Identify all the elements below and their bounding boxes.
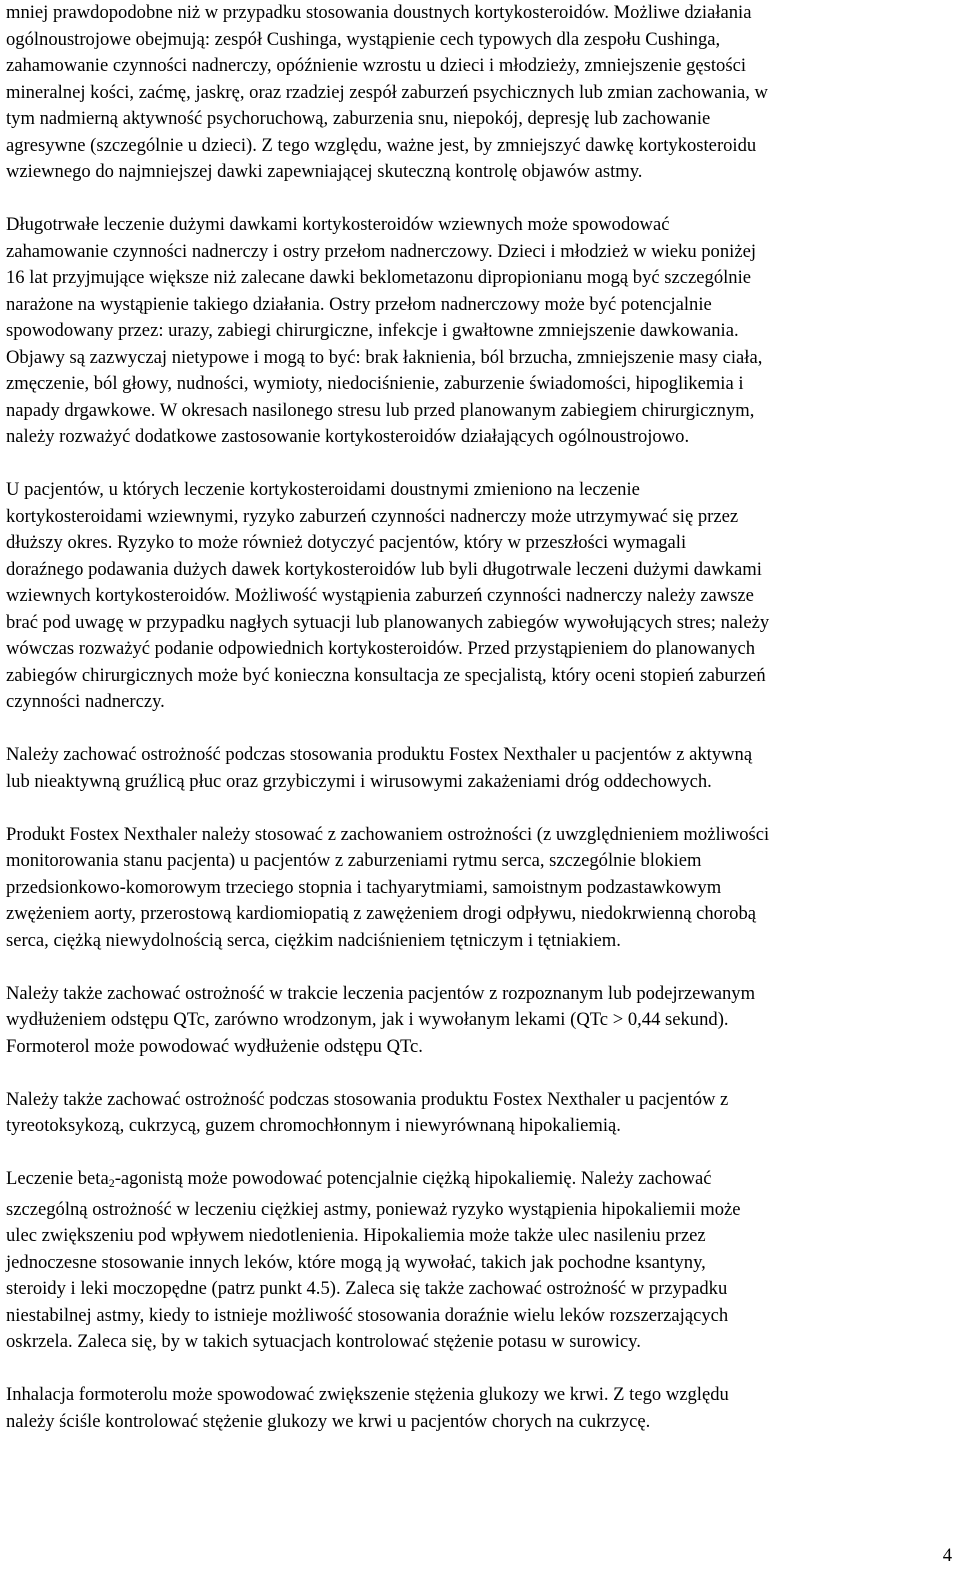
- paragraph-tuberculosis: [6, 742, 954, 795]
- text-line: Produkt Fostex Nexthaler należy stosować z zachowaniem ostrożności (z uwzględnieniem możliwości: [6, 823, 770, 845]
- text-line: tyreotoksykozą, cukrzycą, guzem chromochłonnym i niewyrównaną hipokaliemią.: [6, 1115, 621, 1136]
- text-line: wziewnego do najmniejszej dawki zapewniającej skuteczną kontrolę objawów astmy.: [6, 161, 643, 182]
- text-line: U pacjentów, u których leczenie kortykosteroidami doustnymi zmieniono na leczenie: [6, 479, 640, 500]
- text-line: szczególną ostrożność w leczeniu ciężkiej astmy, ponieważ ryzyko wystąpienia hipokaliemii może: [6, 1198, 741, 1220]
- paragraph-qtc-prolongation: [6, 981, 954, 1061]
- text-line: Inhalacja formoterolu może spowodować zwiększenie stężenia glukozy we krwi. Z tego względu: [6, 1384, 729, 1405]
- paragraph-systemic-effects: [6, 0, 954, 186]
- text-line: wydłużeniem odstępu QTc, zarówno wrodzonym, jak i wywołanym lekami (QTc > 0,44 sekund).: [6, 1009, 729, 1030]
- text-line: czynności nadnerczy.: [6, 691, 165, 712]
- paragraph-hypokalemia: [6, 1166, 954, 1356]
- text-segment: Leczenie beta: [6, 1168, 109, 1189]
- text-line: Długotrwałe leczenie dużymi dawkami kortykosteroidów wziewnych może spowodować: [6, 214, 670, 235]
- text-line: Należy także zachować ostrożność w trakcie leczenia pacjentów z rozpoznanym lub podejrzewanym: [6, 982, 756, 1004]
- text-line: monitorowania stanu pacjenta) u pacjentów z zaburzeniami rytmu serca, szczególnie blokiem: [6, 850, 702, 871]
- text-line: należy rozważyć dodatkowe zastosowanie kortykosteroidów działających ogólnoustrojowo.: [6, 426, 690, 447]
- text-line: wówczas rozważyć podanie odpowiednich kortykosteroidów. Przed przystąpieniem do planowanych: [6, 638, 756, 659]
- text-line: zabiegów chirurgicznych może być konieczna konsultacja ze specjalistą, który oceni stopień zaburzeń: [6, 664, 766, 686]
- text-line: Należy także zachować ostrożność podczas stosowania produktu Fostex Nexthaler u pacjentów z: [6, 1088, 729, 1110]
- text-line: brać pod uwagę w przypadku nagłych sytuacji lub planowanych zabiegów wywołujących stres; należy: [6, 611, 770, 633]
- paragraph-adrenal-crisis: [6, 212, 954, 451]
- page-number: 4: [942, 1545, 952, 1566]
- text-line: zahamowanie czynności nadnerczy i ostry przełom nadnerczowy. Dzieci i młodzież w wieku poniżej: [6, 240, 756, 262]
- text-line: niestabilnej astmy, kiedy to istnieje możliwość stosowania doraźnie wielu leków rozszerzających: [6, 1304, 729, 1326]
- document-page: [6, 0, 954, 1462]
- text-line: doraźnego podawania dużych dawek kortykosteroidów lub byli długotrwale leczeni dużymi dawkami: [6, 558, 762, 580]
- text-line: mniej prawdopodobne niż w przypadku stosowania doustnych kortykosteroidów. Możliwe działania: [6, 2, 752, 23]
- text-line: należy ściśle kontrolować stężenie glukozy we krwi u pacjentów chorych na cukrzycę.: [6, 1410, 651, 1432]
- text-line: zwężeniem aorty, przerostową kardiomiopatią z zawężeniem drogi odpływu, niedokrwienną chorobą: [6, 903, 756, 924]
- text-line: agresywne (szczególnie u dzieci). Z tego względu, ważne jest, by zmniejszyć dawkę kortykosteroidu: [6, 134, 757, 156]
- text-segment: -agonistą może powodować potencjalnie ciężką hipokaliemię. Należy zachować: [114, 1168, 712, 1189]
- paragraph-glucose: [6, 1382, 954, 1435]
- text-line: tym nadmierną aktywność psychoruchową, zaburzenia snu, niepokój, depresję lub zachowanie: [6, 108, 711, 129]
- text-line: jednoczesne stosowanie innych leków, które mogą ją wywołać, takich jak pochodne ksantyny,: [6, 1251, 706, 1273]
- text-line: 16 lat przyjmujące większe niż zalecane dawki beklometazonu dipropionianu mogą być szczególnie: [6, 267, 752, 288]
- text-line: wziewnych kortykosteroidów. Możliwość wystąpienia zaburzeń czynności nadnerczy należy zawsze: [6, 585, 754, 606]
- text-line: oskrzela. Zaleca się, by w takich sytuacjach kontrolować stężenie potasu w surowicy.: [6, 1331, 641, 1352]
- text-line: spowodowany przez: urazy, zabiegi chirurgiczne, infekcje i gwałtowne zmniejszenie dawkowania.: [6, 320, 739, 341]
- text-line: mineralnej kości, zaćmę, jaskrę, oraz rzadziej zespół zaburzeń psychicznych lub zmian zachowania, w: [6, 81, 768, 103]
- text-line: napady drgawkowe. W okresach nasilonego stresu lub przed planowanym zabiegiem chirurgicznym,: [6, 399, 755, 421]
- text-line-with-subscript: [6, 1166, 954, 1197]
- paragraph-oral-to-inhaled-switch: [6, 477, 954, 716]
- text-line: Należy zachować ostrożność podczas stosowania produktu Fostex Nexthaler u pacjentów z aktywną: [6, 744, 753, 765]
- text-line: dłuższy okres. Ryzyko to może również dotyczyć pacjentów, który w przeszłości wymagali: [6, 532, 687, 553]
- text-line: lub nieaktywną gruźlicą płuc oraz grzybiczymi i wirusowymi zakażeniami dróg oddechowych.: [6, 770, 712, 792]
- text-line: zmęczenie, ból głowy, nudności, wymioty, niedociśnienie, zaburzenie świadomości, hipoglikemia i: [6, 373, 744, 394]
- text-line: steroidy i leki moczopędne (patrz punkt 4.5). Zaleca się także zachować ostrożność w przypadku: [6, 1278, 728, 1299]
- text-line: zahamowanie czynności nadnerczy, opóźnienie wzrostu u dzieci i młodzieży, zmniejszenie gęstości: [6, 55, 747, 76]
- subscript: 2: [108, 1176, 115, 1190]
- text-line: narażone na wystąpienie takiego działania. Ostry przełom nadnerczowy może być potencjalnie: [6, 293, 712, 315]
- text-line: przedsionkowo-komorowym trzeciego stopnia i tachyarytmiami, samoistnym podzastawkowym: [6, 876, 722, 898]
- paragraph-cardiac-caution: [6, 822, 954, 955]
- text-line: kortykosteroidami wziewnymi, ryzyko zaburzeń czynności nadnerczy może utrzymywać się przez: [6, 505, 739, 527]
- paragraph-thyrotoxicosis: [6, 1087, 954, 1140]
- text-line: Objawy są zazwyczaj nietypowe i mogą to być: brak łaknienia, ból brzucha, zmniejszenie masy ciała,: [6, 346, 763, 368]
- text-line: serca, ciężką niewydolnością serca, ciężkim nadciśnieniem tętniczym i tętniakiem.: [6, 929, 621, 951]
- text-line: ogólnoustrojowe obejmują: zespół Cushinga, wystąpienie cech typowych dla zespołu Cushinga,: [6, 28, 721, 50]
- text-line: Formoterol może powodować wydłużenie odstępu QTc.: [6, 1035, 423, 1057]
- text-line: ulec zwiększeniu pod wpływem niedotlenienia. Hipokaliemia może także ulec nasileniu przez: [6, 1225, 706, 1246]
